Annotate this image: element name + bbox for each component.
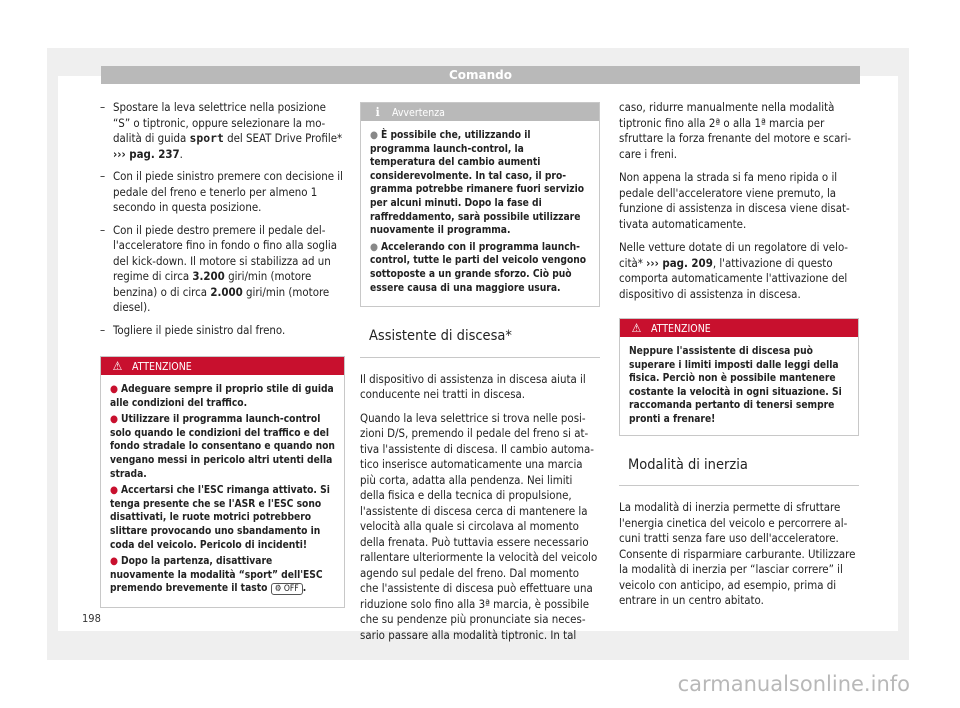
- paragraph: Non appena la strada si fa meno ripida o il pedale dell'acceleratore viene premuto, la funzione di assistenza in discesa viene disattivata automaticamente.: [619, 170, 850, 231]
- watermark: carmanualsonline.info: [677, 672, 910, 696]
- bullet-icon: ●: [110, 414, 118, 426]
- bullet-icon: ●: [110, 384, 118, 395]
- warning-box-body: [101, 375, 344, 607]
- warning-triangle-icon: ⚠: [631, 321, 642, 335]
- dash-marker: –: [100, 100, 106, 114]
- section-title-descent-assist: Assistente di discesa*: [360, 323, 600, 358]
- bullet-icon: ●: [370, 130, 378, 141]
- warning-triangle-icon: ⚠: [112, 359, 123, 373]
- paragraph: Il dispositivo di assistenza in discesa aiuta il conducente nei tratti in discesa.: [360, 371, 586, 402]
- dash-marker: –: [100, 169, 106, 183]
- notice-box: [360, 102, 600, 307]
- column-2: [360, 100, 600, 651]
- warning-item: ● Utilizzare il programma launch-control solo quando le condizioni del traffico e del fondo stradale lo consentano e quando non vengano messi in pericolo altri utenti della strada.: [110, 414, 335, 480]
- warning-box: [619, 318, 859, 436]
- sport-mode-label: sport: [189, 131, 224, 145]
- esc-off-button-icon: ⚙ OFF: [271, 583, 303, 595]
- paragraph: caso, ridurre manualmente nella modalità tiptronic fino alla 2ª o alla 1ª marcia per sfruttare la forza frenante del motore e scaricare i freni.: [619, 100, 852, 161]
- paragraph: La modalità di inerzia permette di sfruttare l'energia cinetica del veicolo e percorrere alcuni tratti senza fare uso dell'acceleratore. Consente di risparmiare carburante. Utilizzare la modalità di inerzia per “lasciar correre” il veicolo con anticipo, ad esempio, prima di entrare in un centro abitato.: [619, 500, 856, 608]
- warning-box: [100, 356, 345, 608]
- page-reference-link[interactable]: ››› pag. 237: [113, 146, 180, 161]
- section-title-inertia-mode: Modalità di inerzia: [619, 452, 859, 487]
- notice-box-body: [361, 121, 599, 306]
- paragraph: Quando la leva selettrice si trova nelle posizioni D/S, premendo il pedale del freno si attiva l'assistente di discesa. Il cambio automatico inserisce automaticamente una marcia più corta, adatta alla pendenza. Nei limiti della fisica e della tecnica di propulsione, l'assistente di discesa cerca di mantenere la velocità alla quale si circolava al momento della frenata. Può tuttavia essere necessario rallentare ulteriormente la velocità del veicolo agendo sul pedale del freno. Dal momento che l'assistente di discesa può effettuare una riduzione solo fino alla 3ª marcia, è possibile che su pendenze più pronunciate sia necessario passare alla modalità tiptronic. In tal: [360, 410, 598, 642]
- warning-box-header: ⚠ ATTENZIONE: [620, 319, 858, 337]
- warning-box-header: ⚠ ATTENZIONE: [101, 357, 344, 375]
- page-reference-link[interactable]: ››› pag. 209: [646, 255, 713, 270]
- warning-item: ● Adeguare sempre il proprio stile di guida alle condizioni del traffico.: [110, 384, 334, 409]
- step-item: – Con il piede destro premere il pedale dell'acceleratore fino in fondo o fino alla soglia del kick-down. Il motore si stabilizza ad un regime di circa 3.200 giri/min (motore benzina) o di circa 2.000 giri/min (motore diesel).: [100, 222, 338, 314]
- info-icon: ℹ: [375, 105, 380, 119]
- notice-item: ● Accelerando con il programma launch-control, tutte le parti del veicolo vengono sottoposte a un grande sforzo. Ciò può essere causa di una maggiore usura.: [370, 241, 587, 294]
- bullet-icon: ●: [110, 556, 118, 568]
- bullet-icon: ●: [110, 485, 118, 497]
- notice-item: ● È possibile che, utilizzando il programma launch-control, la temperatura del cambio aumenti considerevolmente. In tal caso, il programma potrebbe rimanere fuori servizio per alcuni minuti. Dopo la fase di raffreddamento, sarà possibile utilizzare nuovamente il programma.: [370, 130, 585, 237]
- step-item: – Con il piede sinistro premere con decisione il pedale del freno e tenerlo per almeno 1 secondo in questa posizione.: [100, 169, 343, 214]
- warning-box-body: Neppure l'assistente di discesa può superare i limiti imposti dalle leggi della fisica. Perciò non è possibile mantenere costante la velocità in ogni situazione. Si raccomanda pertanto di tenersi sempre pronti a frenare!: [629, 346, 842, 425]
- paragraph-cruise: Nelle vetture dotate di un regolatore di velocità* ››› pag. 209, l'attivazione di questo comporta automaticamente l'attivazione del dispositivo di assistenza in discesa.: [619, 240, 848, 301]
- warning-item: ● Dopo la partenza, disattivare nuovamente la modalità “sport” dell'ESC premendo brevemente il tasto ⚙ OFF .: [110, 556, 323, 595]
- step-item: – Spostare la leva selettrice nella posizione “S” o tiptronic, oppure selezionare la modalità di guida sport del SEAT Drive Profile* ››› pag. 237.: [100, 100, 343, 161]
- dash-marker: –: [100, 322, 106, 337]
- page-header: Comando: [101, 66, 860, 84]
- warning-item: ● Accertarsi che l'ESC rimanga attivato. Si tenga presente che se l'ASR e l'ESC sono disattivati, le ruote motrici potrebbero slittare provocando uno sbandamento in coda del veicolo. Pericolo di incidenti!: [110, 485, 330, 551]
- bullet-icon: ●: [370, 241, 378, 253]
- column-3: [619, 100, 859, 617]
- dash-marker: –: [100, 222, 106, 237]
- step-item: – Togliere il piede sinistro dal freno.: [100, 322, 286, 337]
- column-1: [100, 100, 345, 608]
- page-number: 198: [82, 612, 101, 625]
- notice-box-header: ℹ Avvertenza: [361, 103, 599, 121]
